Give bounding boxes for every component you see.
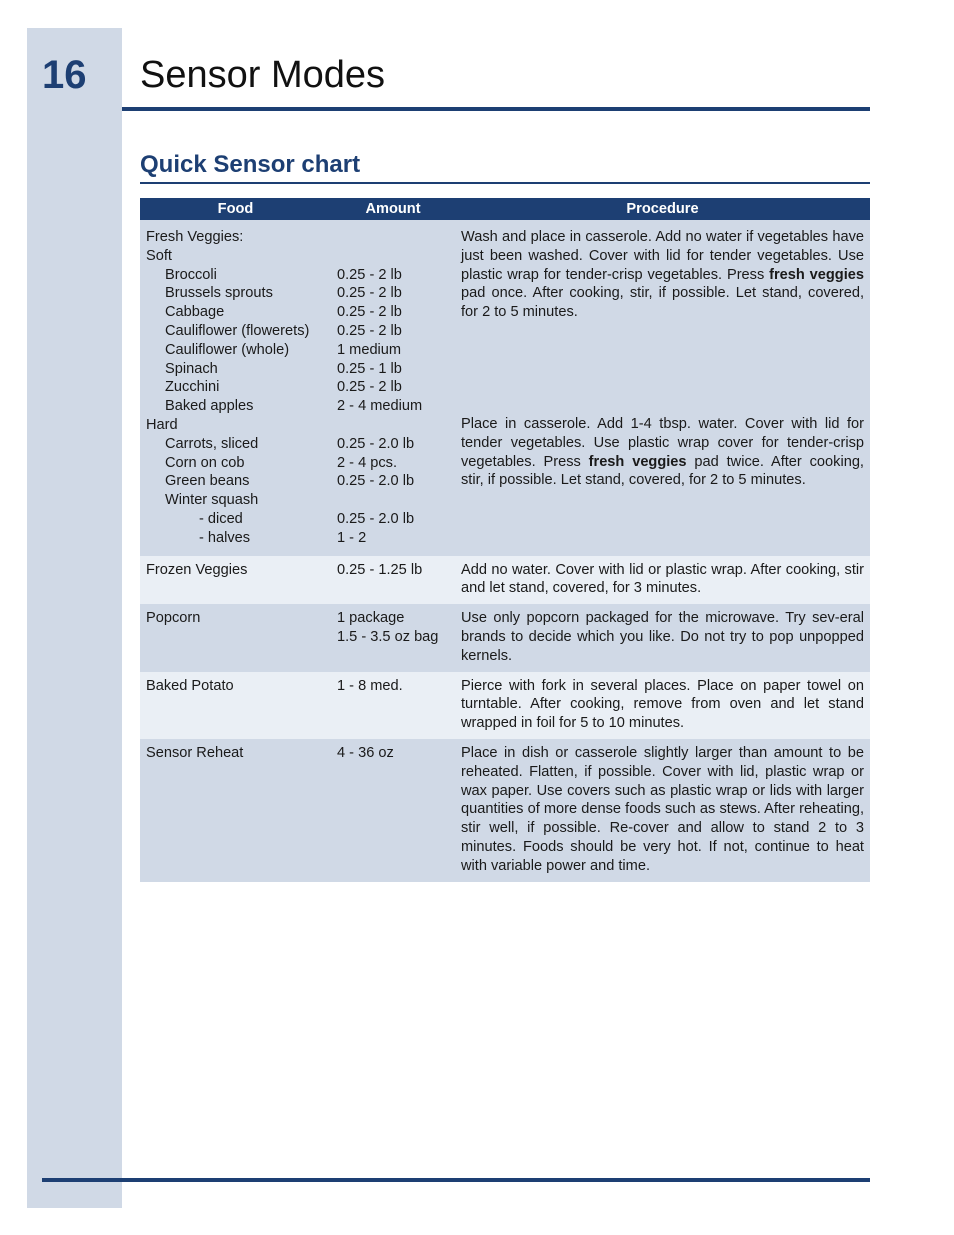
food-cell: Sensor Reheat	[140, 739, 331, 882]
amount-cell	[331, 220, 455, 556]
quick-sensor-table	[140, 198, 870, 882]
footer-divider	[42, 1178, 870, 1182]
amount-item: 2 - 4 pcs.	[337, 454, 398, 471]
table-row-popcorn	[140, 604, 870, 671]
procedure-cell: Use only popcorn packaged for the microwave. Try sev-eral brands to decide which you like. Do not try to pop unpopped kernels.	[455, 604, 870, 671]
food-item: - halves	[199, 529, 251, 546]
table-row-sensor-reheat	[140, 739, 870, 882]
food-cell: Popcorn	[140, 604, 331, 671]
hard-procedure: Place in casserole. Add 1-4 tbsp. water. Cover with lid for tender vegetables. Use plastic wrap cover for tender-crisp vegetables. Press fresh veggies pad twice. After cooking, stir, if possible. Let stand, covered, for 2 to 5 minutes.	[461, 416, 864, 489]
amount-item: 0.25 - 2.0 lb	[337, 510, 415, 527]
header-amount: Amount	[331, 198, 455, 220]
table-row-frozen-veggies	[140, 556, 870, 605]
food-item: Corn on cob	[165, 454, 245, 471]
food-cell	[140, 220, 331, 556]
table-row-fresh-veggies	[140, 220, 870, 556]
amount-item: 0.25 - 2 lb	[337, 322, 402, 339]
amount-item: 0.25 - 2 lb	[337, 379, 402, 396]
food-item: Spinach	[165, 360, 218, 377]
header-procedure: Procedure	[455, 198, 870, 220]
amount-item: 0.25 - 2.0 lb	[337, 473, 415, 490]
soft-label: Soft	[146, 247, 172, 264]
amount-cell: 0.25 - 1.25 lb	[331, 556, 455, 605]
amount-item: 0.25 - 2 lb	[337, 266, 402, 283]
title-divider	[122, 107, 870, 111]
amount-cell: 1 - 8 med.	[331, 672, 455, 739]
amount-item: 0.25 - 1 lb	[337, 360, 402, 377]
procedure-cell: Place in dish or casserole slightly larger than amount to be reheated. Flatten, if possible. Cover with lid, plastic wrap or wax paper. Use covers such as plastic wrap or lids with larger quantities of more dense foods such as stews. After reheating, stir well, if possible. Re-cover and allow to stand 2 to 3 minutes. Foods should be very hot. If not, continue to heat with variable power and time.	[455, 739, 870, 882]
page-number: 16	[42, 53, 87, 97]
food-cell: Baked Potato	[140, 672, 331, 739]
header-food: Food	[140, 198, 331, 220]
food-item: Carrots, sliced	[165, 435, 259, 452]
amount-item: 0.25 - 2.0 lb	[337, 435, 415, 452]
section-title: Quick Sensor chart	[140, 151, 361, 178]
amount-cell: 4 - 36 oz	[331, 739, 455, 882]
food-item: Brussels sprouts	[165, 285, 273, 302]
hard-label: Hard	[146, 416, 178, 433]
food-item: Cauliflower (whole)	[165, 341, 290, 358]
food-item: Green beans	[165, 473, 250, 490]
amount-item: 1 - 2	[337, 529, 367, 546]
food-item: Zucchini	[165, 379, 220, 396]
fresh-heading: Fresh Veggies:	[146, 229, 244, 245]
amount-cell	[331, 604, 455, 671]
table-header-row	[140, 198, 870, 220]
section-divider	[140, 182, 870, 184]
amount-item: 2 - 4 medium	[337, 398, 423, 415]
page-title: Sensor Modes	[140, 54, 386, 96]
amount-item: 0.25 - 2 lb	[337, 304, 402, 321]
soft-procedure: Wash and place in casserole. Add no water if vegetables have just been washed. Cover with lid for tender vegetables. Use plastic wrap for tender-crisp vegetables. Press fresh veggies pad once. After cooking, stir, if possible. Let stand, covered, for 2 to 5 minutes.	[461, 229, 864, 321]
food-item: Cauliflower (flowerets)	[165, 322, 310, 339]
food-item: Broccoli	[165, 266, 217, 283]
amount-item: 1 medium	[337, 341, 402, 358]
food-item: Cabbage	[165, 304, 225, 321]
side-band	[27, 28, 122, 1208]
procedure-cell: Pierce with fork in several places. Place on paper towel on turntable. After cooking, remove from oven and let stand wrapped in foil for 5 to 10 minutes.	[455, 672, 870, 739]
food-item: Baked apples	[165, 398, 254, 415]
food-item: Winter squash	[165, 492, 259, 509]
procedure-cell: Add no water. Cover with lid or plastic wrap. After cooking, stir and let stand, covered, for 3 minutes.	[455, 556, 870, 605]
food-cell: Frozen Veggies	[140, 556, 331, 605]
table-row-baked-potato	[140, 672, 870, 739]
amount-item: 1.5 - 3.5 oz bag	[337, 628, 439, 645]
amount-item: 0.25 - 2 lb	[337, 285, 402, 302]
amount-item: 1 package	[337, 610, 405, 627]
food-item: - diced	[199, 510, 243, 527]
procedure-cell	[455, 220, 870, 556]
